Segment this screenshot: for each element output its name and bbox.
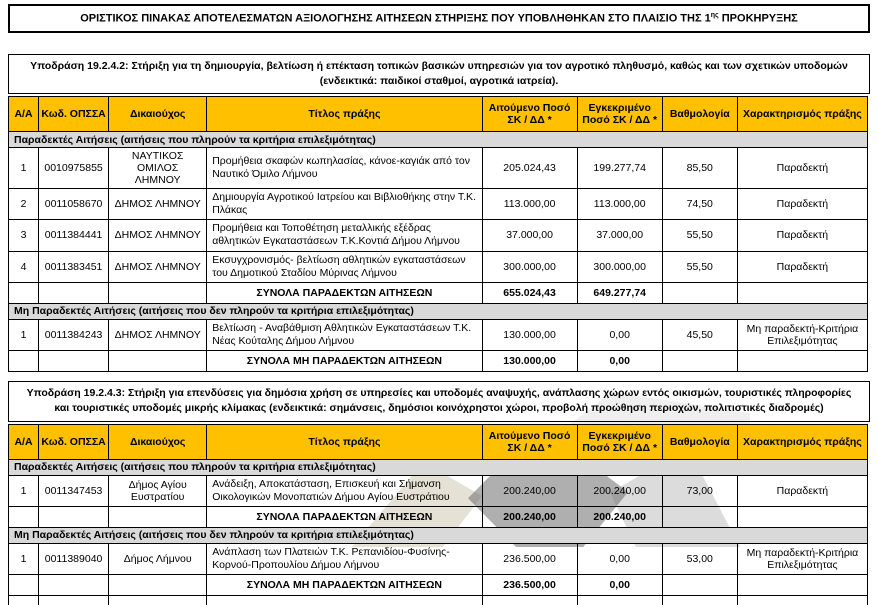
section-band bbox=[9, 132, 868, 148]
cell-opssa-code: 0011389040 bbox=[39, 543, 109, 574]
column-header: Α/Α bbox=[9, 424, 39, 459]
title-superscript: ης bbox=[710, 12, 719, 19]
totals-requested: 655.024,43 bbox=[482, 282, 577, 303]
cell-requested-amount: 200.240,00 bbox=[482, 475, 577, 506]
cell-empty bbox=[109, 506, 207, 527]
cell-empty bbox=[207, 596, 482, 605]
column-header: Εγκεκριμένο Ποσό ΣΚ / ΔΔ * bbox=[577, 97, 662, 132]
cell-operation-title: Βελτίωση - Αναβάθμιση Αθλητικών Εγκαταστάσεων Τ.Κ. Νέας Κούταλης Δήμου Λήμνου bbox=[207, 319, 482, 350]
cell-empty bbox=[662, 596, 737, 605]
cell-opssa-code: 0010975855 bbox=[39, 148, 109, 189]
totals-row bbox=[9, 506, 868, 527]
cell-score: 55,50 bbox=[662, 251, 737, 282]
cell-beneficiary: ΝΑΥΤΙΚΟΣ ΟΜΙΛΟΣ ΛΗΜΝΟΥ bbox=[109, 148, 207, 189]
section-band bbox=[9, 303, 868, 319]
title-text: ΟΡΙΣΤΙΚΟΣ ΠΙΝΑΚΑΣ ΑΠΟΤΕΛΕΣΜΑΤΩΝ ΑΞΙΟΛΟΓΗΣΗΣ ΑΙΤΗΣΕΩΝ ΣΤΗΡΙΞΗΣ ΠΟΥ ΥΠΟΒΛΗΘΗΚΑΝ ΣΤΟ ΠΛΑΙΣΙΟ ΤΗΣ 1 bbox=[80, 12, 711, 25]
cell-beneficiary: Δήμος Αγίου Ευστρατίου bbox=[109, 475, 207, 506]
table-row bbox=[9, 220, 868, 251]
cell-aa: 3 bbox=[9, 220, 39, 251]
cell-empty bbox=[9, 575, 39, 596]
section-band bbox=[9, 459, 868, 475]
section-label: Παραδεκτές Αιτήσεις (αιτήσεις που πληρούν τα κριτήρια επιλεξιμότητας) bbox=[9, 132, 868, 148]
cell-status: Παραδεκτή bbox=[737, 148, 867, 189]
cell-beneficiary: ΔΗΜΟΣ ΛΗΜΝΟΥ bbox=[109, 251, 207, 282]
totals-approved: 0,00 bbox=[577, 575, 662, 596]
cell-operation-title: Δημιουργία Αγροτικού Ιατρείου και Βιβλιοθήκης στην Τ.Κ. Πλάκας bbox=[207, 189, 482, 220]
totals-row bbox=[9, 575, 868, 596]
table-row bbox=[9, 251, 868, 282]
totals-requested: 200.240,00 bbox=[482, 506, 577, 527]
totals-requested: 130.000,00 bbox=[482, 351, 577, 372]
column-header: Δικαιούχος bbox=[109, 424, 207, 459]
cell-aa: 1 bbox=[9, 543, 39, 574]
cell-status: Μη παραδεκτή-Κριτήρια Επιλεξιμότητας bbox=[737, 543, 867, 574]
cell-aa: 2 bbox=[9, 189, 39, 220]
cell-aa: 1 bbox=[9, 475, 39, 506]
totals-label: ΣΥΝΟΛΑ ΜΗ ΠΑΡΑΔΕΚΤΩΝ ΑΙΤΗΣΕΩΝ bbox=[207, 575, 482, 596]
cell-beneficiary: ΔΗΜΟΣ ΛΗΜΝΟΥ bbox=[109, 220, 207, 251]
cell-operation-title: Προμήθεια σκαφών κωπηλασίας, κάνοε-καγιάκ από τον Ναυτικό Όμιλο Λήμνου bbox=[207, 148, 482, 189]
cell-status: Παραδεκτή bbox=[737, 220, 867, 251]
subaction-header: Υποδράση 19.2.4.3: Στήριξη για επενδύσεις για δημόσια χρήση σε υπηρεσίες και υποδομές αναψυχής, ανάπλασης χώρων εντός οικισμών, τουριστικές πληροφορίες και τουριστικές υποδομές μικρής κλίμακας (ενδεικτικά: σημάνσεις, δημόσιοι κοινόχρηστοι χώροι, προβολή προώθηση περιοχών, πολιτιστικές διαδρομές) bbox=[8, 381, 870, 421]
cell-empty bbox=[737, 506, 867, 527]
table-row bbox=[9, 543, 868, 574]
cell-score: 85,50 bbox=[662, 148, 737, 189]
results-tables-container bbox=[8, 54, 870, 605]
cell-opssa-code: 0011384441 bbox=[39, 220, 109, 251]
totals-approved: 200.240,00 bbox=[577, 506, 662, 527]
cell-opssa-code: 0011383451 bbox=[39, 251, 109, 282]
column-header: Δικαιούχος bbox=[109, 97, 207, 132]
document-title bbox=[8, 4, 870, 33]
header-row bbox=[9, 424, 868, 459]
cell-approved-amount: 0,00 bbox=[577, 543, 662, 574]
cell-empty bbox=[737, 282, 867, 303]
column-header: Αιτούμενο Ποσό ΣΚ / ΔΔ * bbox=[482, 424, 577, 459]
column-header: Αιτούμενο Ποσό ΣΚ / ΔΔ * bbox=[482, 97, 577, 132]
cell-requested-amount: 205.024,43 bbox=[482, 148, 577, 189]
title-suffix: ΠΡΟΚΗΡΥΞΗΣ bbox=[718, 12, 798, 25]
cell-empty bbox=[577, 596, 662, 605]
totals-row bbox=[9, 351, 868, 372]
cell-status: Παραδεκτή bbox=[737, 189, 867, 220]
cell-empty bbox=[39, 596, 109, 605]
cell-status: Μη παραδεκτή-Κριτήρια Επιλεξιμότητας bbox=[737, 319, 867, 350]
cell-score: 74,50 bbox=[662, 189, 737, 220]
cell-aa: 4 bbox=[9, 251, 39, 282]
cell-operation-title: Εκσυγχρονισμός- βελτίωση αθλητικών εγκαταστάσεων του Δημοτικού Σταδίου Μύρινας Λήμνου bbox=[207, 251, 482, 282]
column-header: Τίτλος πράξης bbox=[207, 424, 482, 459]
cell-status: Παραδεκτή bbox=[737, 475, 867, 506]
cell-empty bbox=[737, 351, 867, 372]
table-row bbox=[9, 189, 868, 220]
section-band bbox=[9, 527, 868, 543]
cell-status: Παραδεκτή bbox=[737, 251, 867, 282]
cell-approved-amount: 200.240,00 bbox=[577, 475, 662, 506]
cell-approved-amount: 0,00 bbox=[577, 319, 662, 350]
cell-approved-amount: 113.000,00 bbox=[577, 189, 662, 220]
cell-requested-amount: 130.000,00 bbox=[482, 319, 577, 350]
cell-operation-title: Προμήθεια και Τοποθέτηση μεταλλικής εξέδρας αθλητικών Εγκαταστάσεων Τ.Κ.Κοντιά Δήμου Λήμνου bbox=[207, 220, 482, 251]
cell-approved-amount: 37.000,00 bbox=[577, 220, 662, 251]
cell-requested-amount: 37.000,00 bbox=[482, 220, 577, 251]
cell-score: 73,00 bbox=[662, 475, 737, 506]
cell-beneficiary: Δήμος Λήμνου bbox=[109, 543, 207, 574]
cell-empty bbox=[39, 575, 109, 596]
cell-score: 45,50 bbox=[662, 319, 737, 350]
cell-opssa-code: 0011058670 bbox=[39, 189, 109, 220]
cell-empty bbox=[9, 351, 39, 372]
cell-empty bbox=[109, 351, 207, 372]
cell-approved-amount: 199.277,74 bbox=[577, 148, 662, 189]
cell-operation-title: Ανάπλαση των Πλατειών Τ.Κ. Ρεπανιδίου-Φυσίνης-Κορνού-Προπουλίου Δήμου Λήμνου bbox=[207, 543, 482, 574]
cell-beneficiary: ΔΗΜΟΣ ΛΗΜΝΟΥ bbox=[109, 189, 207, 220]
column-header: Βαθμολογία bbox=[662, 424, 737, 459]
totals-label: ΣΥΝΟΛΑ ΜΗ ΠΑΡΑΔΕΚΤΩΝ ΑΙΤΗΣΕΩΝ bbox=[207, 351, 482, 372]
column-header: Α/Α bbox=[9, 97, 39, 132]
section-label: Παραδεκτές Αιτήσεις (αιτήσεις που πληρούν τα κριτήρια επιλεξιμότητας) bbox=[9, 459, 868, 475]
cell-aa: 1 bbox=[9, 148, 39, 189]
cell-empty bbox=[9, 596, 39, 605]
cell-empty bbox=[39, 351, 109, 372]
column-header: Βαθμολογία bbox=[662, 97, 737, 132]
column-header: Κωδ. ΟΠΣΣΑ bbox=[39, 97, 109, 132]
cell-opssa-code: 0011347453 bbox=[39, 475, 109, 506]
column-header: Τίτλος πράξης bbox=[207, 97, 482, 132]
cell-empty bbox=[109, 596, 207, 605]
totals-requested: 236.500,00 bbox=[482, 575, 577, 596]
totals-label: ΣΥΝΟΛΑ ΠΑΡΑΔΕΚΤΩΝ ΑΙΤΗΣΕΩΝ bbox=[207, 282, 482, 303]
results-table bbox=[8, 424, 868, 605]
table-row bbox=[9, 148, 868, 189]
cell-empty bbox=[109, 575, 207, 596]
cell-empty bbox=[662, 506, 737, 527]
section-label: Μη Παραδεκτές Αιτήσεις (αιτήσεις που δεν πληρούν τα κριτήρια επιλεξιμότητας) bbox=[9, 527, 868, 543]
cell-requested-amount: 300.000,00 bbox=[482, 251, 577, 282]
cell-score: 53,00 bbox=[662, 543, 737, 574]
cell-empty bbox=[737, 575, 867, 596]
cell-empty bbox=[9, 506, 39, 527]
cell-aa: 1 bbox=[9, 319, 39, 350]
cell-empty bbox=[9, 282, 39, 303]
column-header: Χαρακτηρισμός πράξης bbox=[737, 424, 867, 459]
cell-empty bbox=[482, 596, 577, 605]
cell-empty bbox=[737, 596, 867, 605]
cell-empty bbox=[109, 282, 207, 303]
totals-approved: 0,00 bbox=[577, 351, 662, 372]
totals-label: ΣΥΝΟΛΑ ΠΑΡΑΔΕΚΤΩΝ ΑΙΤΗΣΕΩΝ bbox=[207, 506, 482, 527]
cell-empty bbox=[662, 282, 737, 303]
totals-approved: 649.277,74 bbox=[577, 282, 662, 303]
cell-opssa-code: 0011384243 bbox=[39, 319, 109, 350]
cell-empty bbox=[662, 351, 737, 372]
cell-empty bbox=[39, 282, 109, 303]
cell-empty bbox=[662, 575, 737, 596]
table-row bbox=[9, 475, 868, 506]
cell-score: 55,50 bbox=[662, 220, 737, 251]
cell-requested-amount: 236.500,00 bbox=[482, 543, 577, 574]
table-row bbox=[9, 319, 868, 350]
results-table bbox=[8, 96, 868, 372]
cell-beneficiary: ΔΗΜΟΣ ΛΗΜΝΟΥ bbox=[109, 319, 207, 350]
subaction-header: Υποδράση 19.2.4.2: Στήριξη για τη δημιουργία, βελτίωση ή επέκταση τοπικών βασικών υπηρεσιών για τον αγροτικό πληθυσμό, καθώς και των σχετικών υποδομών (ενδεικτικά: παιδικοί σταθμοί, αγροτικά ιατρεία). bbox=[8, 54, 870, 94]
column-header: Κωδ. ΟΠΣΣΑ bbox=[39, 424, 109, 459]
column-header: Εγκεκριμένο Ποσό ΣΚ / ΔΔ * bbox=[577, 424, 662, 459]
cell-operation-title: Ανάδειξη, Αποκατάσταση, Επισκευή και Σήμανση Οικολογικών Μονοπατιών Δήμου Αγίου Ευστράτιου bbox=[207, 475, 482, 506]
totals-row bbox=[9, 282, 868, 303]
column-header: Χαρακτηρισμός πράξης bbox=[737, 97, 867, 132]
header-row bbox=[9, 97, 868, 132]
cell-empty bbox=[39, 506, 109, 527]
cell-approved-amount: 300.000,00 bbox=[577, 251, 662, 282]
cell-requested-amount: 113.000,00 bbox=[482, 189, 577, 220]
cutoff-row bbox=[9, 596, 868, 605]
section-label: Μη Παραδεκτές Αιτήσεις (αιτήσεις που δεν πληρούν τα κριτήρια επιλεξιμότητας) bbox=[9, 303, 868, 319]
